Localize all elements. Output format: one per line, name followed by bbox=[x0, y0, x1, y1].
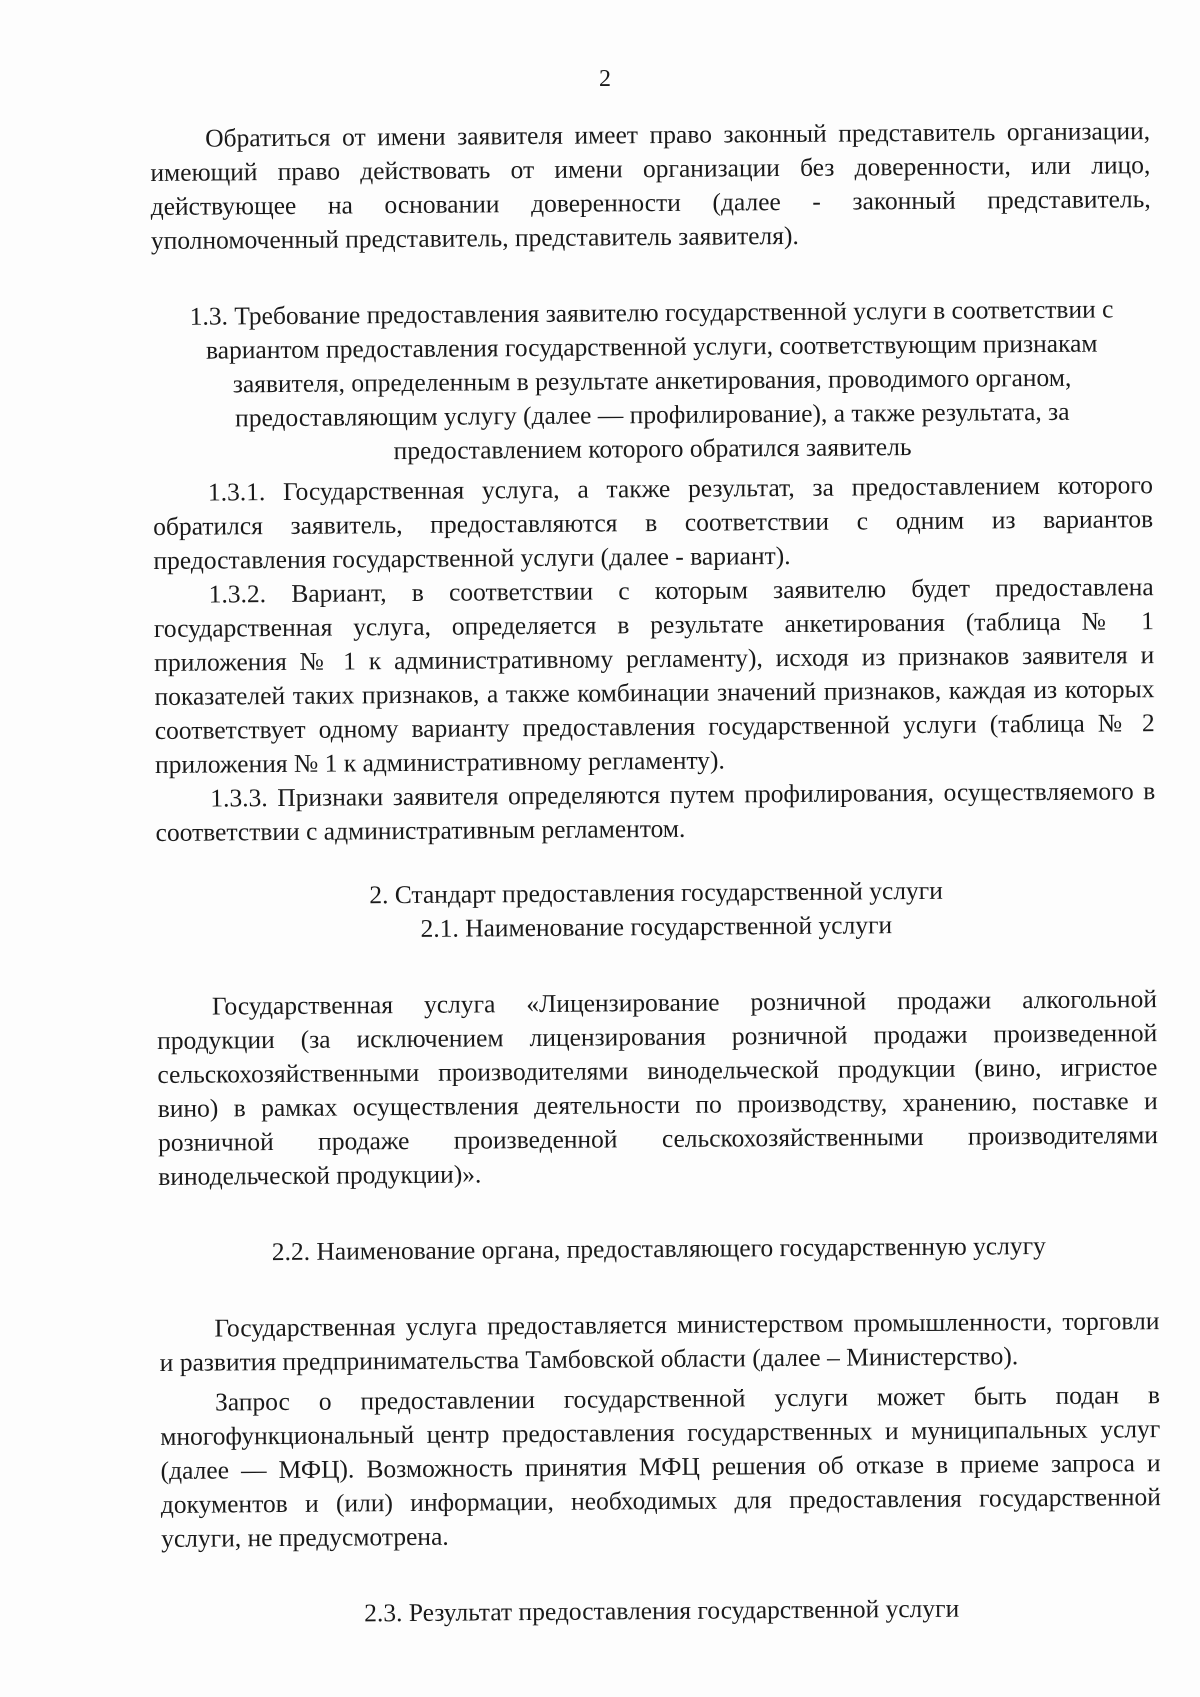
paragraph-representative: Обратиться от имени заявителя имеет право законный представитель организации, имеющий право действовать от имени организации без доверенности, или лицо, действующее на основании доверенности (далее - законный представитель, уполномоченный представитель, представитель заявителя). bbox=[150, 116, 1151, 255]
heading-2-2: 2.2. Наименование органа, предоставляющего государственную услугу bbox=[271, 1230, 1046, 1267]
heading-2-3: 2.3. Результат предоставления государственной услуги bbox=[364, 1593, 960, 1628]
heading-2: 2. Стандарт предоставления государственной услуги bbox=[369, 875, 943, 910]
paragraph-1-3-1: 1.3.1. Государственная услуга, а также результат, за предоставлением которого обратился заявитель, предоставляются в соответствии с одним из вариантов предоставления государственной услуги (далее - вариант). bbox=[153, 470, 1154, 575]
paragraph-2-2-mfc: Запрос о предоставлении государственной услуги может быть подан в многофункциональный центр предоставления государственных и муниципальных услуг (далее — МФЦ). Возможность принятия МФЦ решения об отказе в приеме запроса и документов и (или) информации, необходимых для предоставления государственной услуги, не предусмотрена. bbox=[160, 1380, 1161, 1553]
heading-1-3: 1.3. Требование предоставления заявителю государственной услуги в соответствии с вариантом предоставления государственной услуги, соответствующим признакам заявителя, определенным в результате анкетирования, проводимого органом, предоставляющим услугу (далее — профилирование), а также результата, за предоставлением которого обратился заявитель bbox=[189, 294, 1114, 466]
page-number: 2 bbox=[599, 66, 611, 92]
heading-2-1: 2.1. Наименование государственной услуги bbox=[420, 910, 893, 943]
paragraph-1-3-2: 1.3.2. Вариант, в соответствии с которым заявителю будет предоставлена государственная услуга, определяется в результате анкетирования (таблица № 1 приложения № 1 к административному регламенту), исходя из признаков заявителя и показателей таких признаков, а также комбинации значений признаков, каждая из которых соответствует одному варианту предоставления государственной услуги (таблица № 2 приложения № 1 к административному регламенту). bbox=[153, 572, 1155, 779]
paragraph-2-2-ministry: Государственная услуга предоставляется министерством промышленности, торговли и развития предпринимательства Тамбовской области (далее – Министерство). bbox=[159, 1306, 1160, 1377]
paragraph-2-1: Государственная услуга «Лицензирование розничной продажи алкогольной продукции (за исключением лицензирования розничной продажи произведенной сельскохозяйственными производителями винодельческой продукции (вино, игристое вино) в рамках осуществления деятельности по производству, хранению, поставке и розничной продаже произведенной сельскохозяйственными производителями винодельческой продукции)». bbox=[157, 984, 1159, 1191]
document-body bbox=[150, 114, 1162, 1632]
paragraph-1-3-3: 1.3.3. Признаки заявителя определяются путем профилирования, осуществляемого в соответствии с административным регламентом. bbox=[155, 776, 1156, 847]
